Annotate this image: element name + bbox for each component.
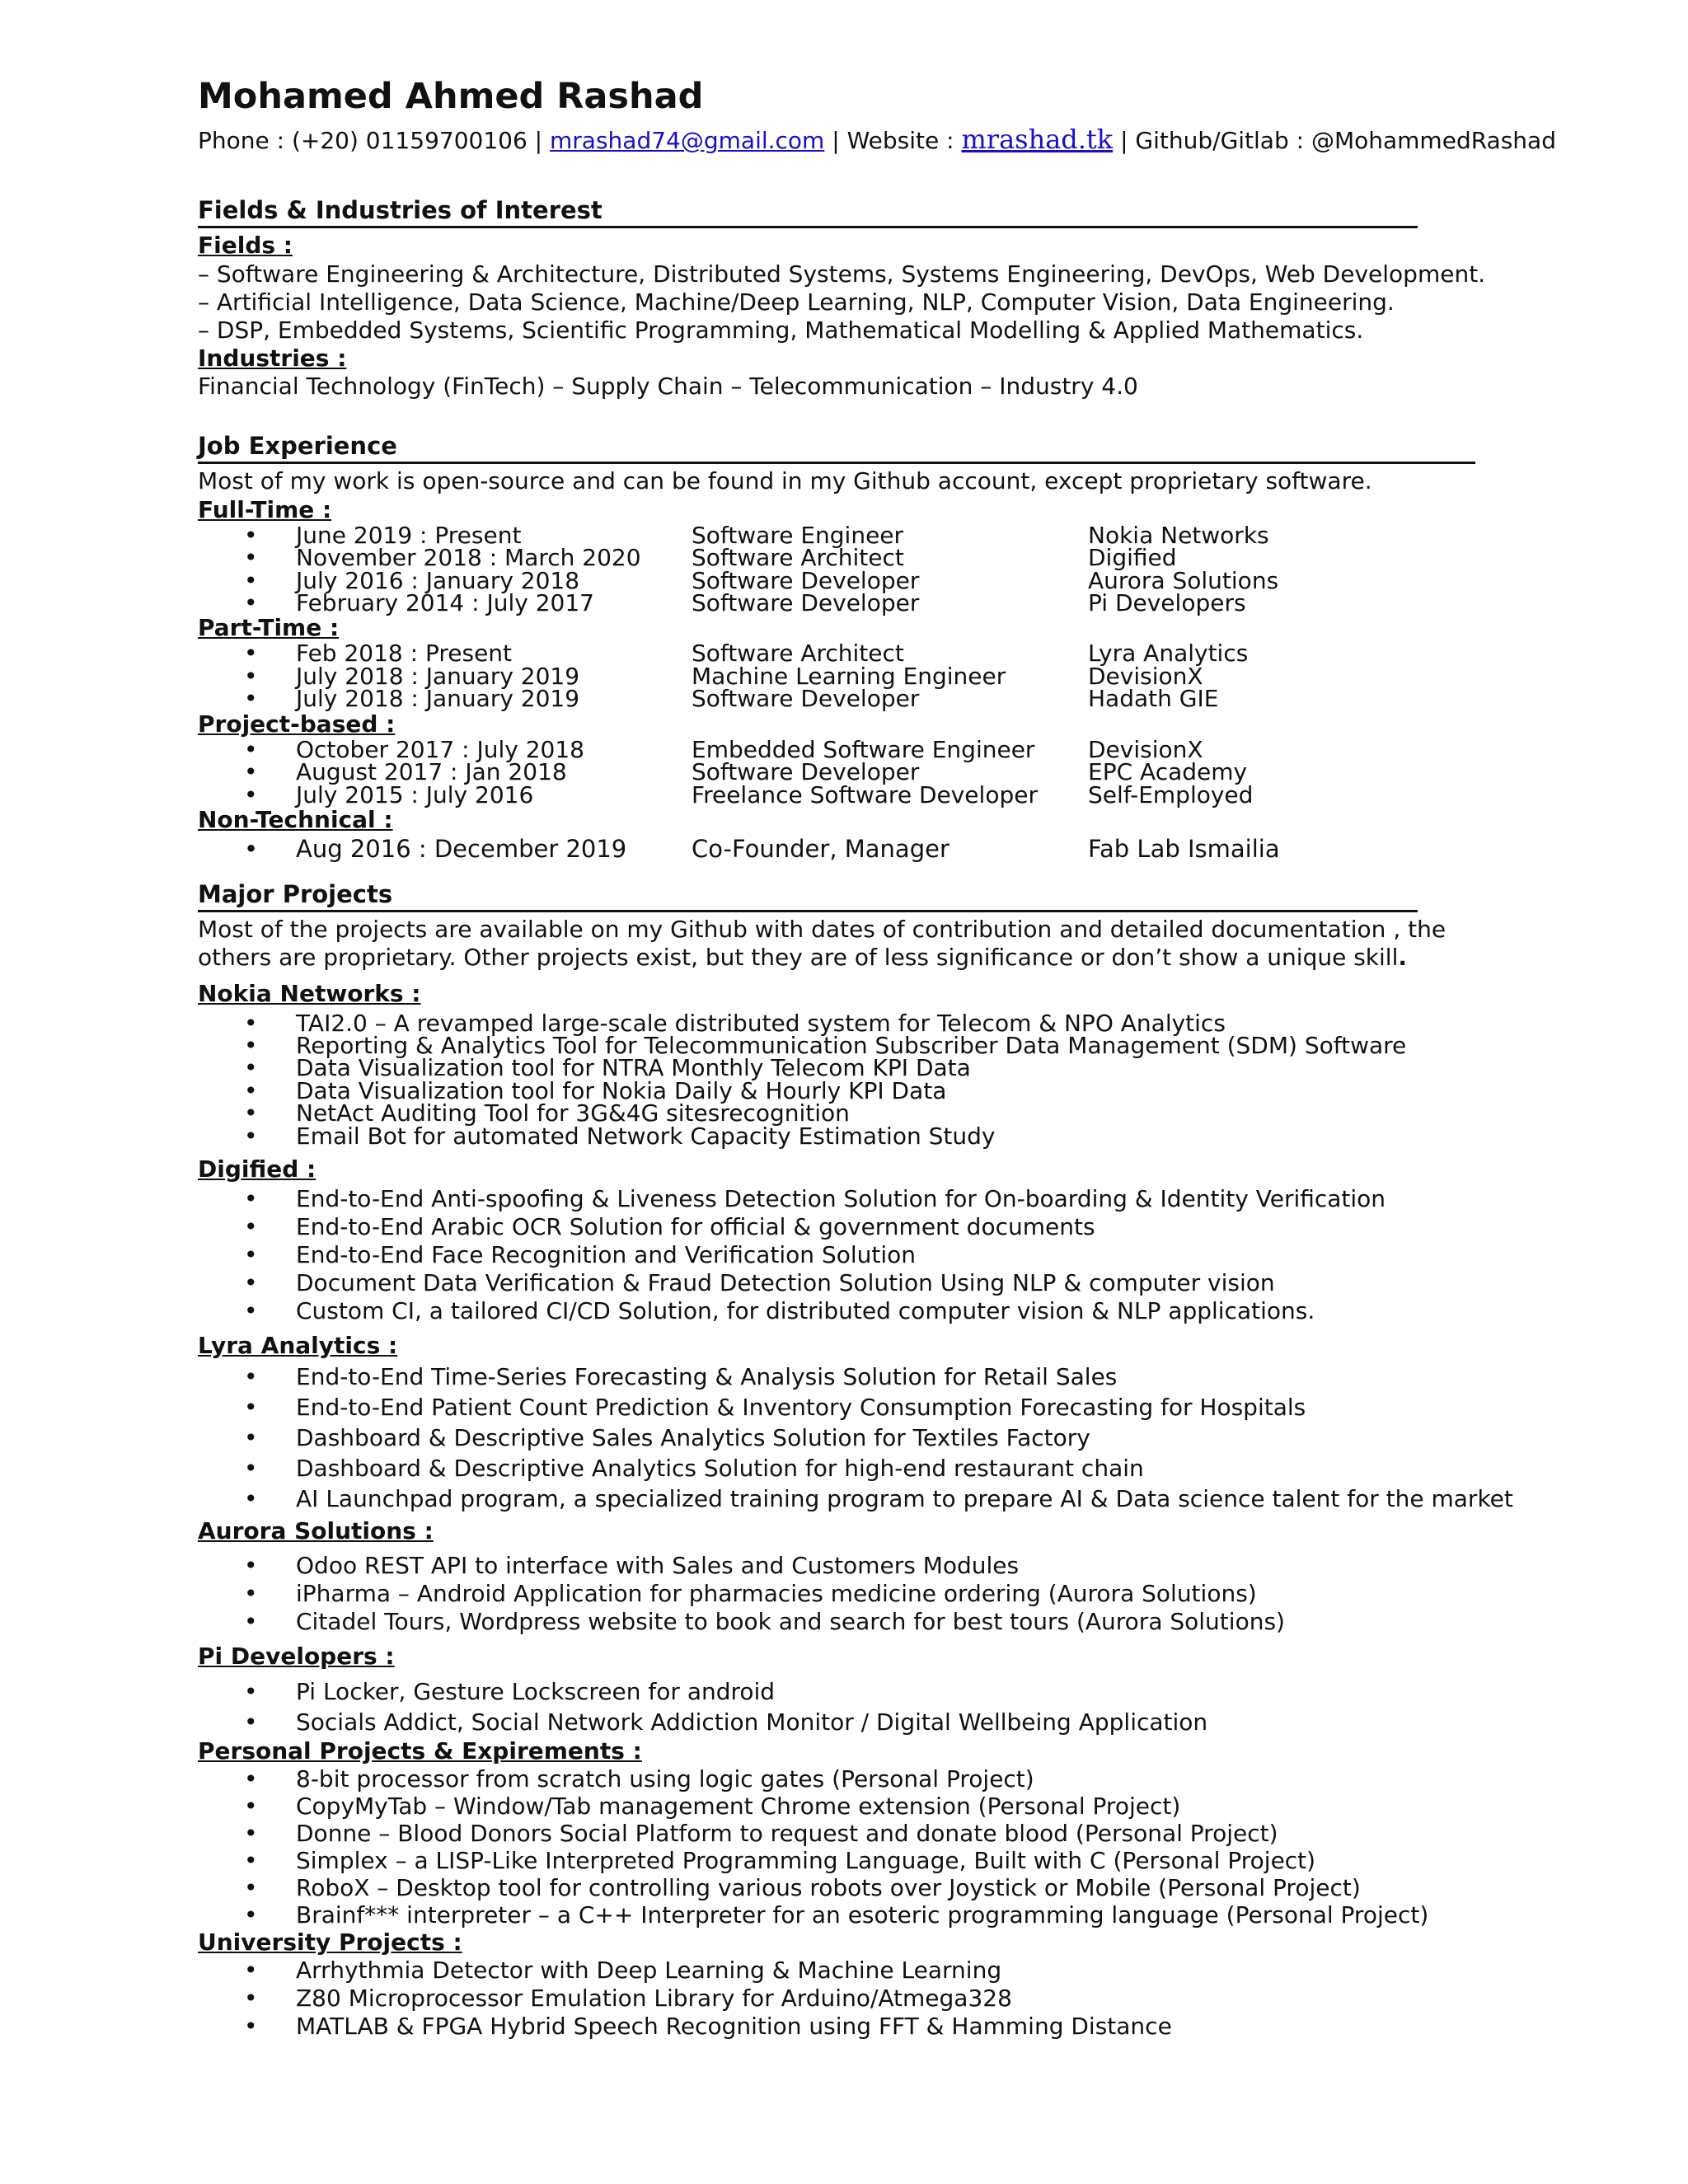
projects-section xyxy=(198,880,1513,2041)
list-item: • Z80 Microprocessor Emulation Library for Arduino/Atmega328 xyxy=(198,1985,1418,2013)
project-based-label: Project-based : xyxy=(198,710,396,738)
list-item: • Donne – Blood Donors Social Platform to request and donate blood (Personal Project) xyxy=(198,1820,1418,1847)
field-line: – Software Engineering & Architecture, Distributed Systems, Systems Engineering, DevOps, Web Development. xyxy=(198,260,1486,288)
non-technical-list xyxy=(198,834,1475,864)
job-company: Nokia Networks xyxy=(1088,521,1269,549)
job-date: August 2017 : Jan 2018 xyxy=(296,758,567,786)
list-item: • Dashboard & Descriptive Sales Analytics Solution for Textiles Factory xyxy=(198,1422,1418,1453)
job-row xyxy=(198,640,1475,668)
field-line: – Artificial Intelligence, Data Science, Machine/Deep Learning, NLP, Computer Vision, Data Engineering. xyxy=(198,288,1395,316)
digified-label: Digified : xyxy=(198,1155,316,1183)
website-link[interactable]: mrashad.tk xyxy=(961,124,1114,155)
job-row xyxy=(198,566,1475,594)
job-role: Freelance Software Developer xyxy=(692,780,1038,808)
list-item: • Arrhythmia Detector with Deep Learning & Machine Learning xyxy=(198,1957,1418,1985)
list-item: • Reporting & Analytics Tool for Telecommunication Subscriber Data Management (SDM) Software xyxy=(198,1034,1418,1057)
list-item: • Socials Addict, Social Network Addiction Monitor / Digital Wellbeing Application xyxy=(198,1707,1418,1737)
job-date: July 2018 : January 2019 xyxy=(296,685,580,713)
list-item: • Dashboard & Descriptive Analytics Solution for high-end restaurant chain xyxy=(198,1453,1418,1483)
industries-label: Industries : xyxy=(198,344,347,372)
list-item: • Pi Locker, Gesture Lockscreen for android xyxy=(198,1676,1418,1707)
aurora-projects xyxy=(198,1552,1418,1636)
job-role: Software Architect xyxy=(692,544,904,572)
website-label: | Website : xyxy=(832,127,954,154)
full-time-label: Full-Time : xyxy=(198,495,332,523)
job-date: Feb 2018 : Present xyxy=(296,640,513,668)
job-date: Aug 2016 : December 2019 xyxy=(296,835,627,864)
list-item: • Brainf*** interpreter – a C++ Interpreter for an esoteric programming language (Personal Project) xyxy=(198,1901,1418,1929)
university-projects xyxy=(198,1957,1418,2041)
industries-text: Financial Technology (FinTech) – Supply Chain – Telecommunication – Industry 4.0 xyxy=(198,372,1138,400)
list-item: • End-to-End Arabic OCR Solution for official & government documents xyxy=(198,1213,1418,1241)
job-company: Hadath GIE xyxy=(1088,685,1219,713)
list-item: • Simplex – a LISP-Like Interpreted Programming Language, Built with C (Personal Project) xyxy=(198,1847,1418,1874)
list-item: • End-to-End Face Recognition and Verification Solution xyxy=(198,1241,1418,1269)
job-company: Lyra Analytics xyxy=(1088,640,1249,668)
job-company: Digified xyxy=(1088,544,1177,572)
job-role: Software Developer xyxy=(692,758,920,786)
personal-projects xyxy=(198,1765,1429,1929)
job-company: DevisionX xyxy=(1088,735,1203,763)
pi-label: Pi Developers : xyxy=(198,1643,395,1671)
job-row xyxy=(198,544,1475,572)
list-item: • CopyMyTab – Window/Tab management Chrome extension (Personal Project) xyxy=(198,1793,1418,1820)
job-row xyxy=(198,662,1475,690)
job-row xyxy=(198,521,1475,549)
experience-section xyxy=(198,432,1475,864)
candidate-name: Mohamed Ahmed Rashad xyxy=(198,76,704,117)
job-company: EPC Academy xyxy=(1088,758,1248,786)
job-role: Software Developer xyxy=(692,685,920,713)
job-date: November 2018 : March 2020 xyxy=(296,544,641,572)
lyra-label: Lyra Analytics : xyxy=(198,1332,398,1360)
list-item: • End-to-End Time-Series Forecasting & Analysis Solution for Retail Sales xyxy=(198,1361,1418,1392)
email-link[interactable]: mrashad74@gmail.com xyxy=(550,127,825,154)
list-item: • Citadel Tours, Wordpress website to book and search for best tours (Aurora Solutions) xyxy=(198,1608,1418,1636)
job-row xyxy=(198,780,1475,808)
phone-text: Phone : (+20) 01159700106 | xyxy=(198,127,543,154)
list-item: • MATLAB & FPGA Hybrid Speech Recognition using FFT & Hamming Distance xyxy=(198,2013,1418,2041)
section-title-fields: Fields & Industries of Interest xyxy=(198,196,1418,228)
list-item: • End-to-End Patient Count Prediction & Inventory Consumption Forecasting for Hospitals xyxy=(198,1392,1418,1422)
job-row xyxy=(198,735,1475,763)
aurora-label: Aurora Solutions : xyxy=(198,1517,434,1545)
list-item: • Document Data Verification & Fraud Detection Solution Using NLP & computer vision xyxy=(198,1269,1418,1297)
list-item: • iPharma – Android Application for pharmacies medicine ordering (Aurora Solutions) xyxy=(198,1580,1418,1608)
job-row xyxy=(198,685,1475,713)
contact-line xyxy=(198,124,1556,156)
job-role: Software Engineer xyxy=(692,521,904,549)
project-based-list xyxy=(198,735,1475,808)
job-role: Machine Learning Engineer xyxy=(692,662,1006,690)
digified-projects xyxy=(198,1185,1418,1325)
job-date: July 2016 : January 2018 xyxy=(296,566,580,594)
job-role: Software Developer xyxy=(692,566,920,594)
university-label: University Projects : xyxy=(198,1928,462,1956)
part-time-label: Part-Time : xyxy=(198,614,340,642)
list-item: • End-to-End Anti-spoofing & Liveness Detection Solution for On-boarding & Identity Verification xyxy=(198,1185,1418,1213)
fields-section xyxy=(198,196,1486,401)
list-item: • Email Bot for automated Network Capacity Estimation Study xyxy=(198,1125,1418,1147)
list-item: • Odoo REST API to interface with Sales and Customers Modules xyxy=(198,1552,1418,1580)
section-title-experience: Job Experience xyxy=(198,432,1475,464)
job-role: Embedded Software Engineer xyxy=(692,735,1035,763)
job-row xyxy=(198,834,1475,864)
field-line: – DSP, Embedded Systems, Scientific Programming, Mathematical Modelling & Applied Mathematics. xyxy=(198,316,1364,344)
full-time-list xyxy=(198,521,1475,616)
job-row xyxy=(198,588,1475,616)
list-item: • 8-bit processor from scratch using logic gates (Personal Project) xyxy=(198,1765,1418,1793)
part-time-list xyxy=(198,640,1475,713)
job-role: Co-Founder, Manager xyxy=(692,835,950,864)
list-item: • Data Visualization tool for NTRA Monthly Telecom KPI Data xyxy=(198,1057,1418,1079)
nokia-projects xyxy=(198,1009,1418,1150)
job-date: June 2019 : Present xyxy=(296,521,522,549)
list-item: • NetAct Auditing Tool for 3G&4G sitesrecognition xyxy=(198,1102,1418,1124)
nokia-label: Nokia Networks : xyxy=(198,980,421,1008)
list-item: • Data Visualization tool for Nokia Daily & Hourly KPI Data xyxy=(198,1080,1418,1102)
job-company: Fab Lab Ismailia xyxy=(1088,835,1280,864)
job-role: Software Developer xyxy=(692,588,920,616)
non-technical-label: Non-Technical : xyxy=(198,806,393,834)
experience-intro: Most of my work is open-source and can be found in my Github account, except proprietary software. xyxy=(198,467,1372,495)
github-text: | Github/Gitlab : @MohammedRashad xyxy=(1120,127,1556,154)
projects-intro-end: . xyxy=(1398,944,1407,972)
list-item: • RoboX – Desktop tool for controlling various robots over Joystick or Mobile (Personal Project) xyxy=(198,1874,1418,1901)
section-title-projects: Major Projects xyxy=(198,880,1418,912)
lyra-projects xyxy=(198,1361,1513,1514)
job-role: Software Architect xyxy=(692,640,904,668)
job-row xyxy=(198,758,1475,786)
projects-intro: Most of the projects are available on my Github with dates of contribution and detailed documentation , the xyxy=(198,916,1447,944)
job-company: Self-Employed xyxy=(1088,780,1254,808)
job-date: July 2018 : January 2019 xyxy=(296,662,580,690)
projects-intro xyxy=(198,944,1418,972)
job-company: Pi Developers xyxy=(1088,588,1246,616)
fields-label: Fields : xyxy=(198,232,293,260)
list-item: • Custom CI, a tailored CI/CD Solution, for distributed computer vision & NLP applications. xyxy=(198,1297,1418,1325)
job-date: July 2015 : July 2016 xyxy=(296,780,534,808)
job-company: DevisionX xyxy=(1088,662,1203,690)
job-date: February 2014 : July 2017 xyxy=(296,588,594,616)
list-item: • TAI2.0 – A revamped large-scale distributed system for Telecom & NPO Analytics xyxy=(198,1012,1418,1034)
personal-label: Personal Projects & Expirements : xyxy=(198,1736,642,1765)
list-item: • AI Launchpad program, a specialized training program to prepare AI & Data science talent for the market xyxy=(198,1483,1418,1514)
pi-projects xyxy=(198,1676,1418,1737)
projects-intro-text: others are proprietary. Other projects exist, but they are of less significance or don’t show a unique skill xyxy=(198,944,1399,972)
job-company: Aurora Solutions xyxy=(1088,566,1279,594)
job-date: October 2017 : July 2018 xyxy=(296,735,584,763)
